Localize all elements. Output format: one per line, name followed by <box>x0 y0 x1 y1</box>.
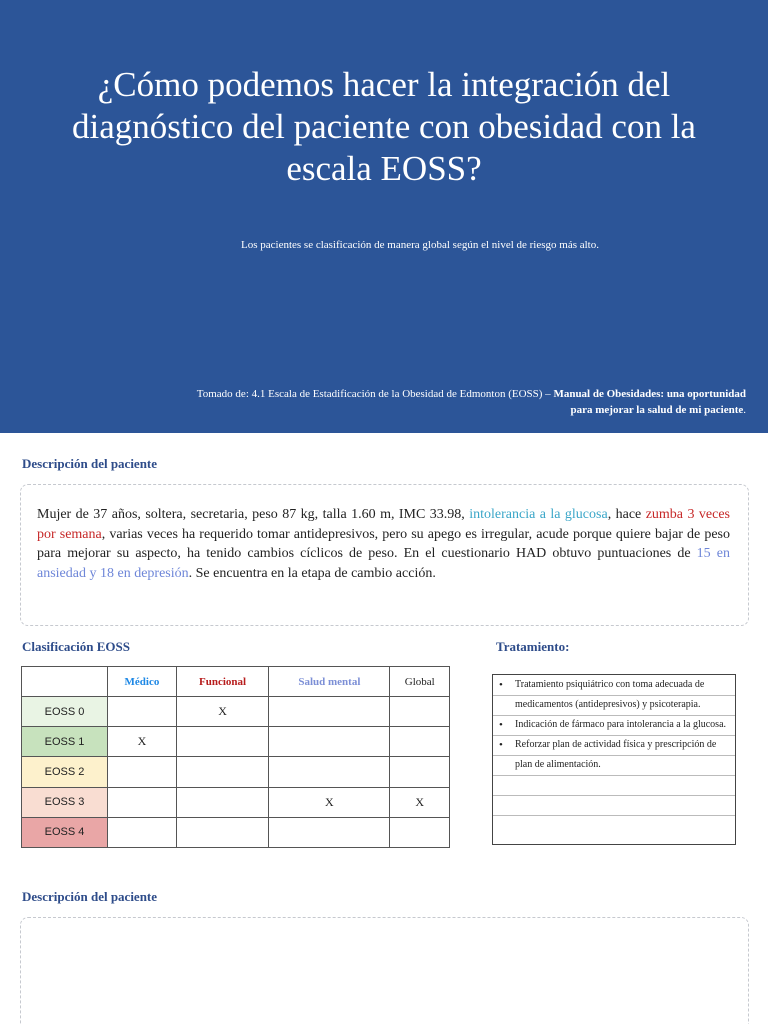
patient-description-box-2[interactable] <box>20 917 749 1024</box>
table-cell <box>176 787 268 817</box>
table-cell <box>176 817 268 847</box>
page-title: ¿Cómo podemos hacer la integración del diagnóstico del paciente con obesidad con la escala EOSS? <box>72 65 696 188</box>
eoss-stage-label: EOSS 1 <box>22 727 108 757</box>
header-empty <box>22 667 108 697</box>
description-part-1: Mujer de 37 años, soltera, secretaria, peso 87 kg, talla 1.60 m, IMC 33.98, <box>37 507 470 522</box>
source-book-title: Manual de Obesidades: una oportunidad para mejorar la salud de mi paciente <box>553 388 746 416</box>
table-cell <box>269 727 390 757</box>
eoss-classification-table <box>21 666 450 848</box>
table-cell <box>390 757 450 787</box>
source-prefix: Tomado de: 4.1 Escala de Estadificación de la Obesidad de Edmonton (EOSS) – <box>196 388 554 400</box>
treatment-list <box>493 675 735 775</box>
table-cell <box>269 817 390 847</box>
patient-description-text <box>37 505 730 583</box>
treatment-title: Tratamiento: <box>496 639 570 654</box>
table-cell: X <box>269 787 390 817</box>
classification-title: Clasificación EOSS <box>22 639 130 654</box>
table-cell: X <box>176 697 268 727</box>
description-part-3: , varias veces ha requerido tomar antidepresivos, pero su apego es irregular, acude porque quiere bajar de peso para mejorar su aspecto, ha tenido cambios cíclicos de peso. En el cuestionario HAD obtuvo puntuaciones de <box>37 526 730 561</box>
patient-description-box <box>20 484 749 626</box>
header-funcional: Funcional <box>176 667 268 697</box>
patient-description-title-2: Descripción del paciente <box>22 889 158 904</box>
header-global: Global <box>390 667 450 697</box>
table-cell <box>108 757 177 787</box>
list-item: • Indicación de fármaco para intolerancia a la glucosa. <box>493 715 735 735</box>
table-cell <box>108 817 177 847</box>
glucose-highlight: intolerancia a la glucosa <box>469 507 608 522</box>
treatment-box <box>492 674 736 845</box>
eoss-stage-label: EOSS 0 <box>22 697 108 727</box>
table-row <box>22 817 450 847</box>
table-cell <box>176 727 268 757</box>
source-citation <box>186 386 746 418</box>
table-cell <box>176 757 268 787</box>
list-item: • Tratamiento psiquiátrico con toma adecuada de medicamentos (antidepresivos) y psicoterapia. <box>493 675 735 715</box>
table-cell <box>269 697 390 727</box>
table-cell <box>390 727 450 757</box>
table-cell: X <box>108 727 177 757</box>
table-cell <box>390 697 450 727</box>
header-banner <box>0 0 768 433</box>
table-row <box>22 787 450 817</box>
eoss-stage-label: EOSS 2 <box>22 757 108 787</box>
divider <box>493 795 735 796</box>
zumba-highlight: zumba 3 veces por semana <box>37 507 730 542</box>
table-cell <box>108 787 177 817</box>
page-subtitle: Los pacientes se clasificación de manera global según el nivel de riesgo más alto. <box>241 239 599 251</box>
header-medico: Médico <box>108 667 177 697</box>
header-salud-mental: Salud mental <box>269 667 390 697</box>
table-cell <box>390 817 450 847</box>
had-score-highlight: 15 en ansiedad y 18 en depresión <box>37 546 730 581</box>
eoss-stage-label: EOSS 3 <box>22 787 108 817</box>
table-row <box>22 757 450 787</box>
description-part-2: , hace <box>607 507 646 522</box>
table-row <box>22 727 450 757</box>
list-item: • Reforzar plan de actividad física y prescripción de plan de alimentación. <box>493 735 735 775</box>
table-cell <box>108 697 177 727</box>
divider <box>493 815 735 816</box>
table-cell <box>269 757 390 787</box>
table-row <box>22 697 450 727</box>
description-part-4: . Se encuentra en la etapa de cambio acción. <box>188 565 436 581</box>
patient-description-title: Descripción del paciente <box>22 456 158 471</box>
table-cell: X <box>390 787 450 817</box>
table-header-row <box>22 667 450 697</box>
divider <box>493 775 735 776</box>
eoss-stage-label: EOSS 4 <box>22 817 108 847</box>
source-suffix: . <box>743 404 746 416</box>
